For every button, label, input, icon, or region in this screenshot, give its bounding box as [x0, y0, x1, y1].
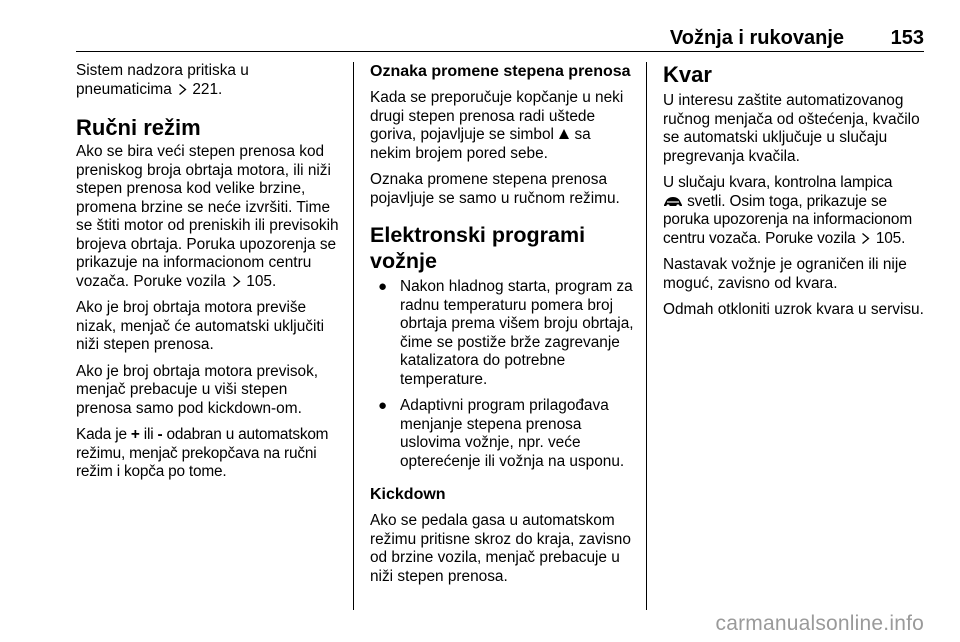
bullet-icon: ●: [378, 397, 388, 414]
header-rule: [76, 51, 924, 52]
heading-driving-programs: Elektronski programi vožnje: [370, 223, 586, 273]
bullet-icon: ●: [378, 278, 388, 295]
paragraph-text: Ako se bira veći stepen prenosa kod preniskog broja obrtaja motora, ili niži stepen prenosa kod velike brzine, promena brzine se neće izvršiti. Time se štiti motor od preniskih ili previsokih brojeva obrtaja. Poruka upozorenja se prikazuje na informacionom centru vozača. Poruke vozila: [76, 143, 339, 290]
page-reference[interactable]: 105.: [246, 272, 277, 290]
page-header: [76, 26, 924, 52]
upshift-arrow-icon: [558, 126, 570, 143]
paragraph-text: Sistem nadzora pritiska u pneumaticima: [76, 62, 249, 98]
page-reference[interactable]: 105.: [875, 229, 906, 247]
page-reference-icon: [230, 273, 242, 292]
list-item: [370, 278, 636, 389]
paragraph-fault-1: U interesu zaštite automatizovanog ručnog menjača od oštećenja, kvačilo se automatski uključuje u slučaju pregrevanja kvačila.: [663, 92, 920, 165]
watermark: carmanualsonline.info: [715, 612, 924, 635]
list-item-text: Nakon hladnog starta, program za radnu temperaturu pomera broj obrtaja prema višem broju obrtaja, čime se postiže brže zagrevanje katalizatora do potrebne temperature.: [400, 278, 634, 388]
page-reference-icon: [860, 230, 872, 249]
list-item-text: Adaptivni program prilagođava menjanje stepena prenosa uslovima vožnje, npr. veće opterećenje ili vožnja na usponu.: [400, 397, 625, 470]
heading-manual-mode: Ručni režim: [76, 115, 201, 140]
heading-fault: Kvar: [663, 62, 712, 87]
page-reference[interactable]: 221.: [192, 80, 223, 98]
paragraph-text: odabran u automatskom režimu, menjač prekopčava na ručni režim i kopča po tome.: [76, 426, 329, 480]
paragraph-tire-pressure: [76, 62, 342, 99]
column-2: [370, 62, 636, 594]
paragraph-shift-1: [370, 89, 636, 163]
page-number: 153: [890, 27, 924, 49]
paragraph-text: Kada je: [76, 426, 127, 443]
paragraph-manual-3: Ako je broj obrtaja motora previsok, menjač prebacuje u viši stepen prenosa samo pod kickdown-om.: [76, 362, 319, 417]
heading-kickdown: Kickdown: [370, 486, 446, 503]
heading-shift-indicator: Oznaka promene stepena prenosa: [370, 63, 631, 80]
paragraph-kickdown: Ako se pedala gasa u automatskom režimu pritisne skroz do kraja, zavisno od brzine vozila, menjač prebacuje u niži stepen prenosa.: [370, 512, 631, 585]
paragraph-text: Kada se preporučuje kopčanje u neki drugi stepen prenosa radi uštede goriva, pojavljuje se simbol: [370, 89, 624, 143]
section-title: Vožnja i rukovanje: [669, 27, 844, 49]
page-reference-icon: [176, 81, 188, 100]
minus-sign: -: [157, 426, 163, 443]
column-divider-1: [353, 62, 354, 610]
paragraph-text: U slučaju kvara, kontrolna lampica: [663, 174, 893, 191]
paragraph-fault-3: Nastavak vožnje je ograničen ili nije moguć, zavisno od kvara.: [663, 256, 907, 292]
paragraph-manual-2: Ako je broj obrtaja motora previše nizak, menjač će automatski uključiti niži stepen prenosa.: [76, 299, 325, 353]
paragraph-manual-1: [76, 143, 342, 291]
paragraph-text: sa nekim brojem pored sebe.: [370, 126, 591, 162]
plus-sign: +: [130, 426, 140, 443]
column-1: [76, 62, 342, 490]
paragraph-text: ili: [143, 426, 154, 443]
transmission-warning-icon: [663, 193, 683, 210]
paragraph-manual-4: [76, 426, 342, 482]
paragraph-fault-2: [663, 174, 933, 248]
column-3: [663, 62, 933, 328]
programs-list: [370, 278, 636, 471]
paragraph-shift-2: Oznaka promene stepena prenosa pojavljuje se samo u ručnom režimu.: [370, 171, 620, 207]
paragraph-text: svetli. Osim toga, prikazuje se poruka upozorenja na informacionom centru vozača. Poruke vozila: [663, 192, 912, 247]
list-item: [370, 397, 636, 471]
paragraph-fault-4: Odmah otkloniti uzrok kvara u servisu.: [663, 301, 924, 318]
column-divider-2: [646, 62, 647, 610]
